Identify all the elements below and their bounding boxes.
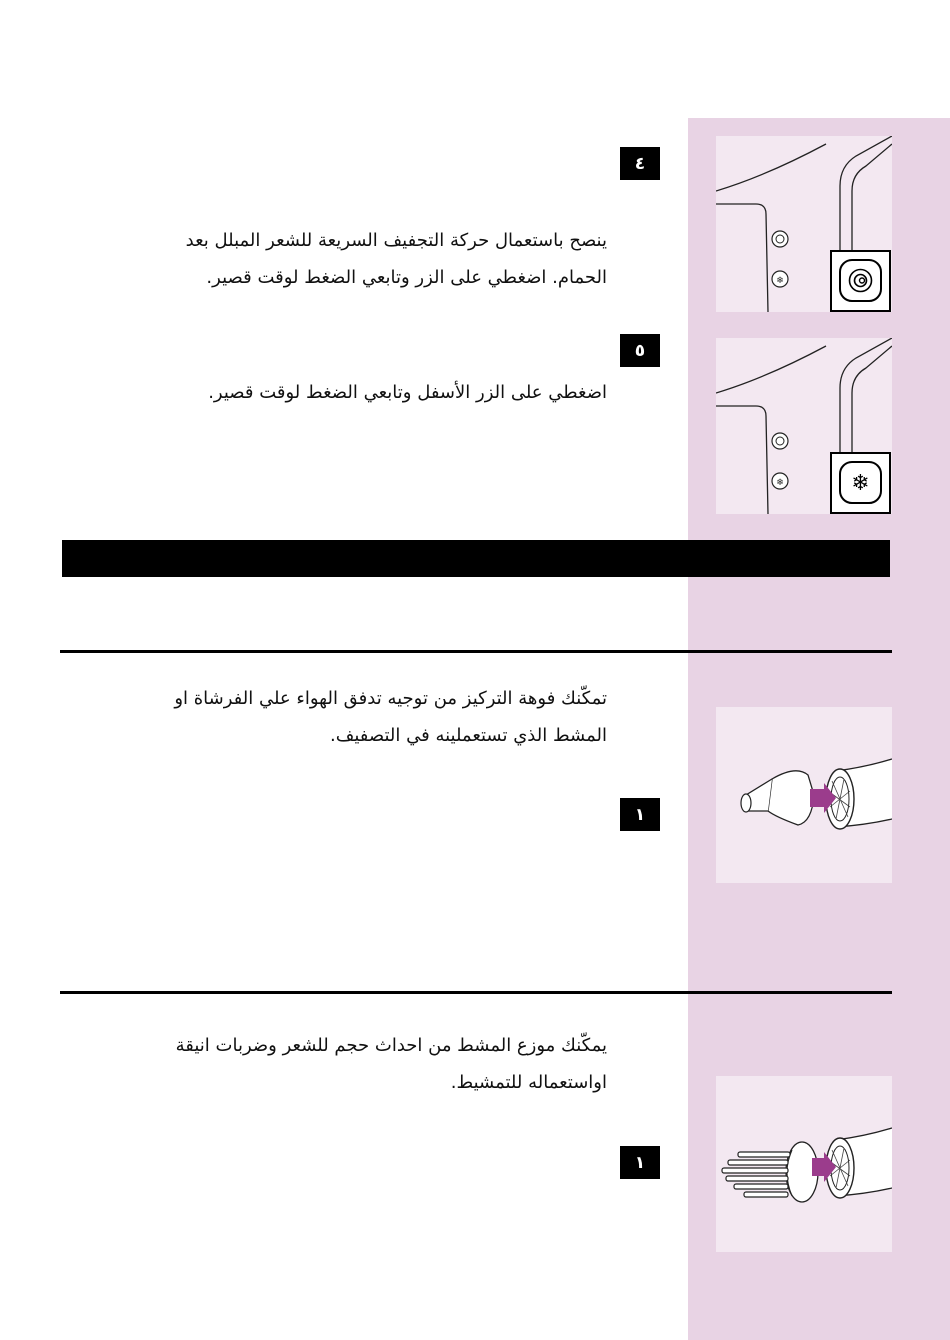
hair-dryer-cool-icon: [716, 338, 892, 514]
nozzle-illustration: [716, 707, 892, 883]
cool-shot-instructions: [67, 374, 607, 411]
diffuser-comb-icon: [716, 1076, 892, 1252]
cool-button-illustration: [716, 338, 892, 514]
svg-text:❄: ❄: [851, 471, 870, 496]
hair-dryer-turbo-icon: [716, 136, 892, 312]
diffuser-description: [67, 1027, 607, 1101]
nozzle-step-number: ١: [620, 798, 660, 831]
nozzle-line-2: المشط الذي تستعملينه في التصفيف.: [329, 725, 607, 746]
diffuser-illustration: [716, 1076, 892, 1252]
section-divider: [60, 650, 892, 653]
diffuser-line-1: يمكّنك موزع المشط من احداث حجم للشعر وضربات انيقة: [175, 1035, 607, 1056]
quick-dry-line-2: الحمام. اضغطي على الزر وتابعي الضغط لوقت قصير.: [206, 267, 607, 288]
section-heading-bar: [62, 540, 890, 577]
svg-text:❄: ❄: [776, 276, 784, 286]
section-divider: [60, 991, 892, 994]
nozzle-description: [67, 680, 607, 754]
nozzle-line-1: تمكّنك فوهة التركيز من توجيه تدفق الهواء علي الفرشاة او: [174, 688, 607, 709]
quick-dry-instructions: [67, 222, 607, 296]
turbo-button-illustration: [716, 136, 892, 312]
concentrator-nozzle-icon: [716, 707, 892, 883]
diffuser-line-2: اواستعماله للتمشيط.: [450, 1072, 607, 1093]
quick-dry-line-1: ينصح باستعمال حركة التجفيف السريعة للشعر المبلل بعد: [185, 230, 607, 251]
step-number-4: ٤: [620, 147, 660, 180]
svg-text:❄: ❄: [776, 478, 784, 488]
step-number-5: ٥: [620, 334, 660, 367]
diffuser-step-number: ١: [620, 1146, 660, 1179]
cool-shot-line-1: اضغطي على الزر الأسفل وتابعي الضغط لوقت قصير.: [208, 382, 607, 403]
